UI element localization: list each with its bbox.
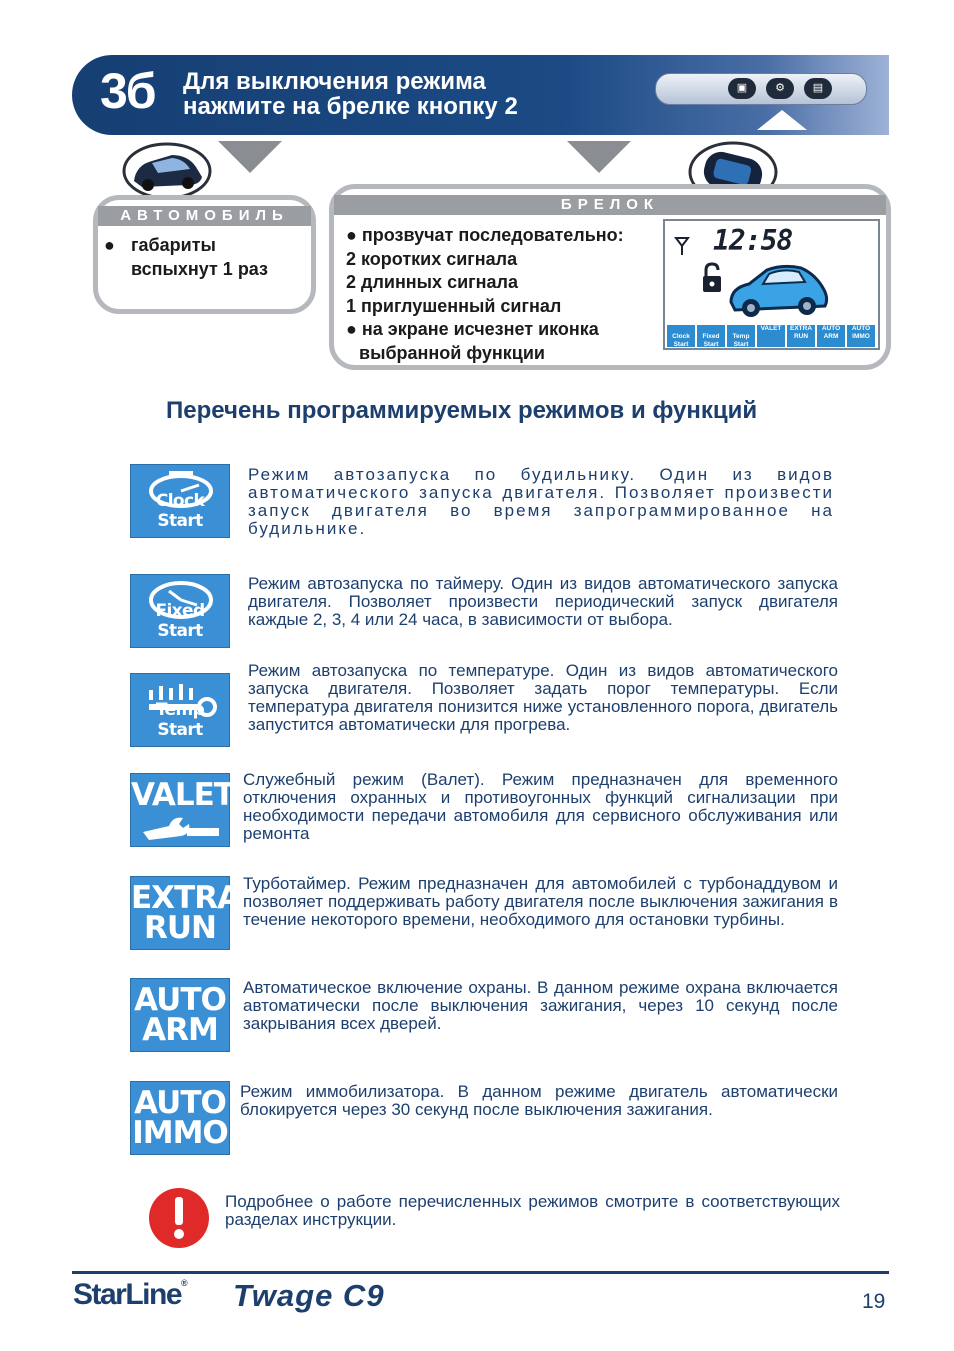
step-number: 3б bbox=[100, 63, 155, 119]
auto-arm-icon bbox=[130, 978, 230, 1052]
auto-arm-description: Автоматическое включение охраны. В данном режиме охрана включается автоматически после выключения зажигания, через 10 секунд после закрывания всех дверей. bbox=[243, 978, 838, 1033]
temp-start-icon bbox=[130, 673, 230, 747]
lcd-icon-extra-run bbox=[787, 325, 815, 347]
key-fob-buttons-illustration bbox=[655, 73, 867, 105]
auto-immo-label-line1: AUTO bbox=[134, 1085, 226, 1121]
valet-icon bbox=[130, 773, 234, 847]
lcd-icon-label: Clock Start bbox=[672, 333, 690, 348]
step-instruction-line1: Для выключения режима bbox=[183, 68, 486, 95]
lcd-icon-auto-arm bbox=[817, 325, 845, 347]
pointer-arrow-up-icon bbox=[757, 110, 807, 130]
lcd-icon-valet bbox=[757, 325, 785, 347]
auto-arm-label bbox=[131, 979, 229, 1048]
fob-panel-line: ● прозвучат последовательно: bbox=[346, 225, 624, 245]
model-name: Twage C9 bbox=[233, 1278, 385, 1313]
note-text: Подробнее о работе перечисленных режимов смотрите в соответствующих разделах инструкции. bbox=[225, 1192, 840, 1229]
arrow-down-icon bbox=[218, 141, 282, 173]
fixed-start-label: Fixed Start bbox=[155, 601, 205, 641]
fob-panel-line: ● на экране исчезнет иконка bbox=[346, 319, 599, 339]
fob-panel-text bbox=[346, 224, 624, 365]
valet-description: Служебный режим (Валет). Режим предназначен для временного отключения охранных и противоугонных функций сигнализации при необходимости передачи автомобиля для сервисного обслуживания или ремонта bbox=[243, 770, 838, 843]
extra-run-description: Турботаймер. Режим предназначен для автомобилей с турбонаддувом и позволяет поддерживать работу двигателя после выключения зажигания в течение некоторого времени, необходимого для остановки турбины. bbox=[243, 874, 838, 929]
antenna-icon bbox=[674, 236, 690, 256]
page-number: 19 bbox=[862, 1290, 886, 1313]
car-panel-text-line2: вспыхнут 1 раз bbox=[131, 258, 268, 279]
valet-label: VALET bbox=[131, 777, 234, 813]
car-panel-header: АВТОМОБИЛЬ bbox=[98, 206, 311, 226]
fob-panel-line: выбранной функции bbox=[359, 342, 545, 363]
fob-button-1-icon: ▣ bbox=[728, 78, 756, 99]
auto-immo-label-line2: IMMO bbox=[132, 1115, 228, 1151]
fob-button-3-icon: ▤ bbox=[804, 78, 832, 99]
auto-arm-label-line2: ARM bbox=[142, 1012, 218, 1048]
brand-logo bbox=[73, 1278, 186, 1312]
car-status-icon bbox=[727, 258, 831, 320]
registered-mark: ® bbox=[181, 1278, 187, 1288]
section-title: Перечень программируемых режимов и функций bbox=[166, 397, 758, 424]
car-panel-text bbox=[131, 234, 268, 281]
footer-divider bbox=[72, 1271, 889, 1274]
lcd-icon-label: VALET bbox=[760, 325, 782, 332]
brand-name: StarLine bbox=[73, 1278, 182, 1311]
arrow-down-icon bbox=[567, 141, 631, 173]
auto-immo-label bbox=[131, 1082, 229, 1151]
extra-run-icon bbox=[130, 876, 241, 950]
lcd-icon-label: Temp Start bbox=[732, 333, 750, 348]
extra-run-label-line2: RUN bbox=[144, 910, 216, 946]
clock-start-label: Clock Start bbox=[155, 491, 205, 531]
lcd-icon-label: AUTO IMMO bbox=[851, 325, 871, 340]
lcd-icon-label: Fixed Start bbox=[702, 333, 720, 348]
extra-run-label-line1: EXTRA bbox=[131, 880, 241, 916]
wrench-icon bbox=[139, 812, 223, 842]
fob-panel-line: 2 коротких сигнала bbox=[346, 248, 518, 269]
lcd-icon-temp-start bbox=[727, 325, 755, 347]
car-panel bbox=[93, 195, 316, 314]
step-instruction bbox=[183, 69, 518, 119]
auto-arm-label-line1: AUTO bbox=[134, 982, 226, 1018]
lcd-time: 12:58 bbox=[713, 224, 793, 257]
fob-panel-header: БРЕЛОК bbox=[334, 195, 886, 215]
auto-immo-description: Режим иммобилизатора. В данном режиме двигатель автоматически блокируется через 30 секунд после выключения зажигания. bbox=[240, 1082, 838, 1119]
lcd-icon-auto-immo bbox=[847, 325, 875, 347]
clock-start-icon bbox=[130, 464, 230, 538]
warning-icon bbox=[149, 1188, 209, 1248]
lcd-icon-label: AUTO ARM bbox=[821, 325, 841, 340]
lcd-icon-clock-start bbox=[667, 325, 695, 347]
lcd-icon-label: EXTRA RUN bbox=[789, 325, 813, 340]
fob-panel-line: 1 приглушенный сигнал bbox=[346, 295, 562, 316]
extra-run-label bbox=[131, 877, 241, 946]
step-instruction-line2: нажмите на брелке кнопку 2 bbox=[183, 93, 518, 120]
fixed-start-icon bbox=[130, 574, 230, 648]
car-icon bbox=[122, 141, 212, 199]
car-panel-text-line1: габариты bbox=[131, 235, 216, 255]
fob-panel-line: 2 длинных сигнала bbox=[346, 272, 518, 292]
temp-start-description: Режим автозапуска по температуре. Один из видов автоматического запуска двигателя. Позволяет задать порог температуры. Если температура двигателя понизится ниже установленного порога, двигатель запустится автоматически для прогрева. bbox=[248, 661, 838, 734]
fixed-start-description: Режим автозапуска по таймеру. Один из видов автоматического запуска двигателя. Позволяет произвести периодический запуск двигателя каждые 2, 3, 4 или 24 часа, в зависимости от выбора. bbox=[248, 574, 838, 629]
auto-immo-icon bbox=[130, 1081, 230, 1155]
temp-start-label: Temp Start bbox=[155, 700, 205, 740]
car-panel-bullet: ● bbox=[104, 235, 115, 255]
lcd-icon-fixed-start bbox=[697, 325, 725, 347]
unlock-icon bbox=[700, 262, 724, 294]
clock-start-description: Режим автозапуска по будильнику. Один из видов автоматического запуска двигателя. Позволяет произвести запуск двигателя во время запрограммированное на будильнике. bbox=[248, 465, 834, 538]
fob-button-2-icon: ⚙ bbox=[766, 78, 794, 99]
